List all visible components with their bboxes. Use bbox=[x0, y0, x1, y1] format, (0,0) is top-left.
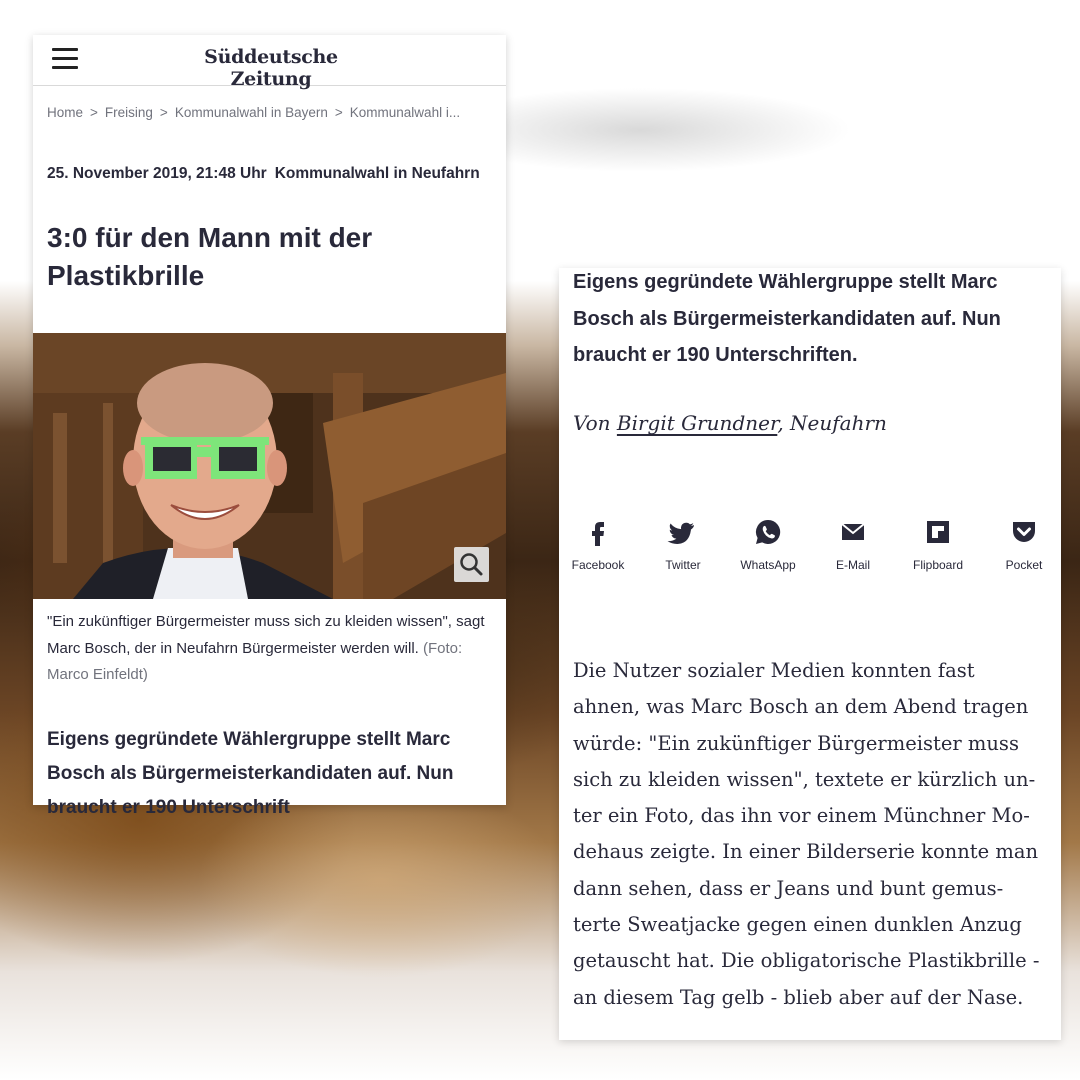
body-line: terte Sweatjacke gegen einen dunklen Anzug bbox=[573, 913, 1022, 937]
share-label-pocket: Pocket bbox=[1005, 558, 1043, 572]
article-continuation bbox=[559, 268, 1061, 1040]
article-byline bbox=[573, 411, 1043, 435]
body-line: Die Nutzer sozialer Medien konnten fast bbox=[573, 659, 975, 682]
byline-location: , Neufahrn bbox=[777, 411, 887, 435]
photo-caption bbox=[47, 609, 492, 689]
breadcrumb-item-kommunalwahl-bayern[interactable]: Kommunalwahl in Bayern bbox=[174, 105, 328, 120]
breadcrumb-item-freising[interactable]: Freising bbox=[104, 105, 153, 120]
share-twitter[interactable] bbox=[638, 518, 728, 572]
breadcrumb-separator: > bbox=[90, 105, 98, 120]
breadcrumb-item-home[interactable]: Home bbox=[47, 105, 84, 120]
breadcrumb bbox=[47, 105, 497, 120]
share-bar bbox=[559, 518, 1061, 588]
body-line: würde: "Ein zukünftiger Bürgermeister muss bbox=[573, 731, 1019, 755]
flipboard-icon bbox=[924, 518, 952, 546]
body-line: an diesem Tag gelb - blieb aber auf der Nase. bbox=[573, 985, 1024, 1009]
site-logo[interactable]: Süddeutsche Zeitung bbox=[204, 46, 338, 90]
caption-text: "Ein zukünftiger Bürgermeister muss sich zu kleiden wissen", sagt Marc Bosch, der in Neufahrn Bürgermeister werden will. bbox=[47, 613, 485, 657]
article-mobile-view bbox=[33, 35, 506, 818]
article-photo[interactable] bbox=[33, 333, 506, 599]
share-label-email: E-Mail bbox=[835, 558, 870, 572]
share-pocket[interactable] bbox=[979, 518, 1069, 572]
body-line: ter ein Foto, das ihn vor einem Münchner Mo- bbox=[573, 804, 1030, 828]
magnifier-icon bbox=[454, 547, 489, 582]
article-teaser-preview: Eigens gegründete Wählergruppe stellt Marc Bosch als Bürgermeisterkandidaten auf. Nun braucht er 190 Unterschrift bbox=[47, 729, 454, 818]
breadcrumb-separator: > bbox=[159, 105, 168, 120]
share-label-facebook: Facebook bbox=[571, 558, 625, 572]
article-date: 25. November 2019, 21:48 Uhr bbox=[47, 165, 267, 182]
article-body bbox=[573, 653, 1051, 1016]
facebook-icon bbox=[584, 518, 612, 546]
body-line: dehaus zeigte. In einer Bilderserie konnte man bbox=[573, 840, 1039, 864]
zoom-button[interactable] bbox=[454, 547, 489, 582]
article-headline: 3:0 für den Mann mit der Plastikbrille bbox=[47, 222, 373, 291]
breadcrumb-separator: > bbox=[334, 105, 343, 120]
top-navigation-bar bbox=[33, 35, 506, 90]
share-whatsapp[interactable] bbox=[723, 518, 813, 572]
twitter-icon bbox=[669, 518, 697, 546]
body-line: dann sehen, dass er Jeans und bunt gemus- bbox=[573, 876, 1004, 900]
hamburger-menu-icon[interactable] bbox=[52, 48, 78, 70]
whatsapp-icon bbox=[754, 518, 782, 546]
author-link[interactable]: Birgit Grundner bbox=[616, 411, 778, 435]
photo-credit: (Foto: Marco Einfeldt) bbox=[47, 639, 463, 683]
share-facebook[interactable] bbox=[553, 518, 643, 572]
share-label-flipboard: Flipboard bbox=[912, 558, 964, 572]
breadcrumb-item-kommunalwahl-current[interactable]: Kommunalwahl i... bbox=[349, 105, 461, 120]
body-line: getauscht hat. Die obligatorische Plastikbrille - bbox=[573, 949, 1040, 973]
share-label-twitter: Twitter bbox=[665, 558, 701, 572]
article-dateline bbox=[47, 161, 487, 187]
body-line: sich zu kleiden wissen", textete er kürzlich un- bbox=[573, 767, 1036, 791]
body-line: ahnen, was Marc Bosch an dem Abend tragen bbox=[573, 695, 1029, 719]
byline-prefix: Von bbox=[573, 411, 611, 435]
article-teaser: Eigens gegründete Wählergruppe stellt Marc Bosch als Bürgermeisterkandidaten auf. Nun braucht er 190 Unterschriften. bbox=[573, 271, 1001, 366]
article-kicker: Kommunalwahl in Neufahrn bbox=[274, 165, 480, 182]
share-label-whatsapp: WhatsApp bbox=[740, 558, 796, 572]
email-icon bbox=[839, 518, 867, 546]
share-email[interactable] bbox=[808, 518, 898, 572]
share-flipboard[interactable] bbox=[893, 518, 983, 572]
pocket-icon bbox=[1010, 518, 1038, 546]
photo-man-with-green-pixel-glasses bbox=[33, 333, 506, 599]
